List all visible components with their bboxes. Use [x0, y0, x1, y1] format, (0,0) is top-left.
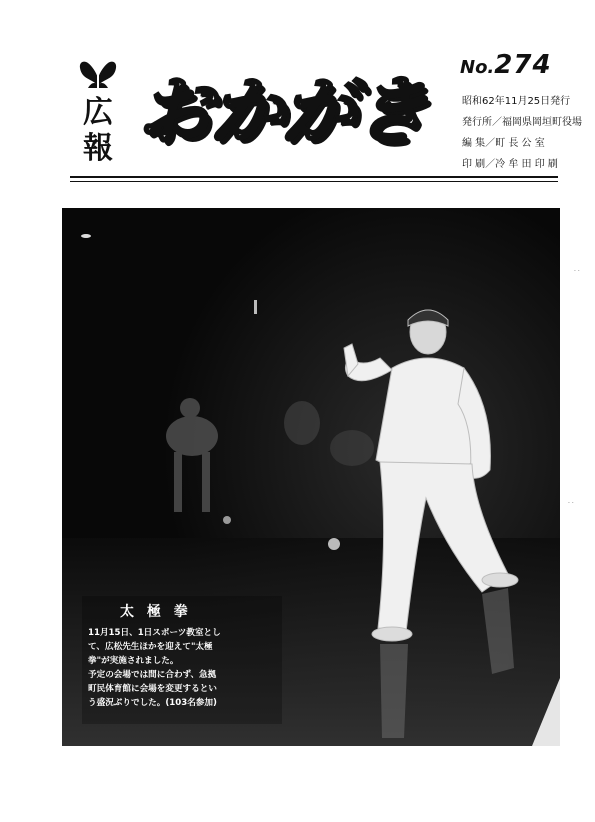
issue-prefix: No.	[460, 57, 495, 78]
issue-number-value: 274	[494, 50, 552, 80]
caption-line: て、広松先生ほかを迎えて"太極	[88, 642, 213, 652]
vertical-label-kou: 広	[83, 95, 113, 130]
caption-line: 予定の会場では間に合わず、急拠	[88, 670, 217, 680]
publisher: 発行所／福岡県岡垣町役場	[462, 117, 582, 128]
caption-line: 11月15日、1日スポーツ教室とし	[88, 628, 221, 638]
caption-line: 拳"が実施されました。	[88, 656, 179, 666]
scan-speck: · ·	[568, 500, 574, 507]
header-rule-bottom	[70, 181, 558, 182]
publish-date: 昭和62年11月25日発行	[462, 96, 571, 107]
scan-speck: · ·	[574, 268, 580, 275]
editor: 編 集／町 長 公 室	[462, 138, 545, 149]
caption-line: 町民体育館に会場を変更するとい	[88, 684, 217, 694]
printer: 印 刷／冷 牟 田 印 刷	[462, 159, 558, 170]
butterfly-logo-icon	[78, 58, 118, 90]
caption-title: 太 極 拳	[120, 604, 192, 620]
vertical-label-hou: 報	[83, 131, 113, 166]
masthead-title: おかがき	[138, 69, 426, 155]
issue-number	[460, 50, 552, 80]
caption-line: う盛況ぶりでした。(103名参加)	[88, 698, 217, 708]
header-rule-top	[70, 176, 558, 178]
